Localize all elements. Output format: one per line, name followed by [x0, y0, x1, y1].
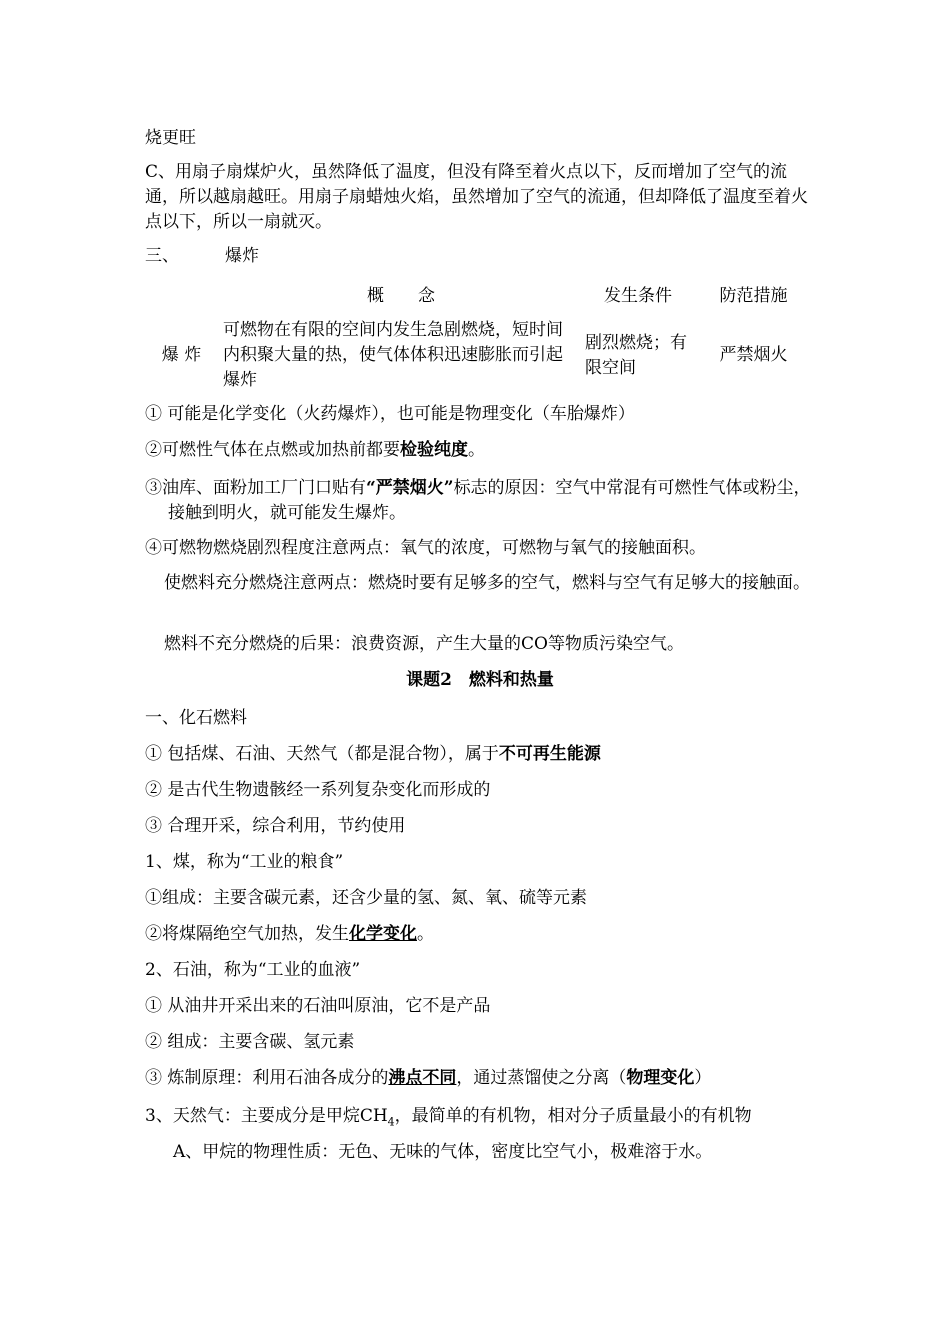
list-item-text: ① 包括煤、石油、天然气（都是混合物），属于	[145, 744, 499, 764]
emphasis-text: 化学变化	[349, 924, 417, 944]
paragraph-incomplete-combustion: 燃料不充分燃烧的后果：浪费资源，产生大量的CO等物质污染空气。	[164, 634, 684, 654]
list-item-text: ②可燃性气体在点燃或加热前都要	[145, 440, 400, 460]
list-item-text: ，通过蒸馏使之分离（	[456, 1068, 627, 1088]
list-item-text: ③ 炼制原理：利用石油各成分的	[145, 1068, 389, 1088]
section-heading-explosion	[145, 244, 815, 269]
subheading-oil: 2、石油，称为“工业的血液”	[145, 960, 361, 980]
list-item: ① 可能是化学变化（火药爆炸），也可能是物理变化（车胎爆炸）	[145, 404, 635, 424]
paragraph-methane-properties: A、甲烷的物理性质：无色、无味的气体，密度比空气小，极难溶于水。	[173, 1142, 713, 1162]
table-header-cell: 概 念	[367, 285, 435, 306]
table-cell-term: 爆 炸	[161, 345, 202, 365]
paragraph-c: C、用扇子扇煤炉火，虽然降低了温度，但没有降至着火点以下，反而增加了空气的流通，所以越扇越旺。用扇子扇蜡烛火焰，虽然增加了空气的流通，但却降低了温度至着火点以下，所以一扇就灭。	[145, 162, 808, 232]
list-item	[145, 922, 815, 947]
heading-text: 3、天然气：主要成分是甲烷CH	[145, 1106, 388, 1126]
emphasis-text: 不可再生能源	[498, 744, 601, 764]
section-number: 三、	[145, 246, 179, 266]
emphasis-text: 检验纯度	[400, 440, 468, 460]
subscript: 4	[387, 1115, 395, 1129]
list-item: ② 组成：主要含碳、氢元素	[145, 1032, 355, 1052]
list-item-text: 标志的原因：空气中常混有可燃性气体或粉尘，接触到明火，就可能发生爆炸。	[168, 478, 811, 523]
list-item-text: ②将煤隔绝空气加热，发生	[145, 924, 349, 944]
emphasis-text: 沸点不同	[388, 1068, 457, 1088]
emphasis-text: “严禁烟火”	[366, 478, 454, 498]
section-title: 爆炸	[225, 246, 259, 266]
table-header-cell: 发生条件	[604, 285, 672, 306]
list-item	[145, 1066, 815, 1091]
list-item-text: 。	[417, 924, 434, 944]
table-header-row	[143, 280, 813, 312]
list-item: ③ 合理开采，综合利用，节约使用	[145, 816, 406, 836]
list-item: ④可燃物燃烧剧烈程度注意两点：氧气的浓度，可燃物与氧气的接触面积。	[145, 538, 706, 558]
list-item	[145, 438, 815, 463]
table-cell-prevention: 严禁烟火	[719, 345, 788, 365]
explosion-table	[143, 280, 813, 399]
lesson-title-text: 课题2 燃料和热量	[406, 670, 554, 690]
list-item: ② 是古代生物遗骸经一系列复杂变化而形成的	[145, 780, 491, 800]
list-item	[145, 742, 815, 767]
table-cell-condition: 剧烈燃烧；有限空间	[585, 332, 687, 378]
list-item	[145, 476, 815, 526]
subheading-natural-gas	[145, 1104, 815, 1129]
paragraph-continuation: 烧更旺	[145, 128, 196, 148]
emphasis-text: 物理变化	[626, 1068, 695, 1088]
table-cell-concept: 可燃物在有限的空间内发生急剧燃烧，短时间内积聚大量的热，使气体体积迅速膨胀而引起爆炸	[223, 320, 563, 390]
heading-text: ，最简单的有机物，相对分子质量最小的有机物	[394, 1106, 752, 1126]
paragraph-full-combustion: 使燃料充分燃烧注意两点：燃烧时要有足够多的空气，燃料与空气有足够大的接触面。	[164, 573, 810, 593]
subheading-fossil-fuels: 一、化石燃料	[145, 708, 247, 728]
table-header-cell	[143, 280, 220, 312]
list-item-text: 。	[468, 440, 485, 460]
list-item-text: ）	[694, 1068, 712, 1088]
table-header-cell: 防范措施	[719, 285, 788, 306]
subheading-coal: 1、煤，称为“工业的粮食”	[145, 852, 344, 872]
list-item-text: ③油库、面粉加工厂门口贴有	[145, 478, 366, 498]
table-row	[143, 312, 813, 399]
lesson-title	[145, 668, 815, 693]
list-item: ① 从油井开采出来的石油叫原油，它不是产品	[145, 996, 491, 1016]
list-item: ①组成：主要含碳元素，还含少量的氢、氮、氧、硫等元素	[145, 888, 587, 908]
